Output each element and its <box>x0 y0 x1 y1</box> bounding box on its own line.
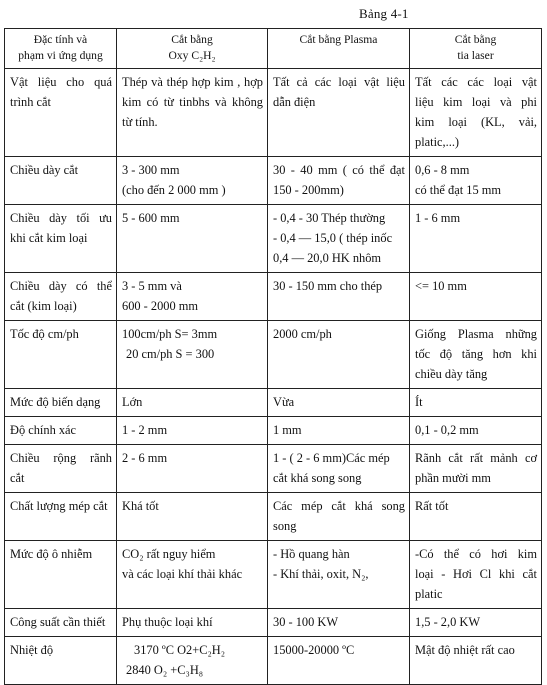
header-oxy-cutting <box>117 29 268 69</box>
cell-line: có thể đạt 15 mm <box>415 183 502 197</box>
cell-line: 30 - 100 KW <box>273 615 339 629</box>
plasma-cell <box>268 609 410 637</box>
cell-line: 3 - 300 mm <box>122 163 180 177</box>
cell-line: Chiều dày tối ưu <box>10 211 112 225</box>
cell-line: Thép và thép hợp kim , hợp <box>122 75 263 89</box>
oxy-cell <box>117 273 268 321</box>
cell-line: 5 - 600 mm <box>122 211 180 225</box>
oxy-cell <box>117 445 268 493</box>
cell-line: kim có từ tinbhs và không <box>122 95 263 109</box>
plasma-cell <box>268 205 410 273</box>
cell-line: <= 10 mm <box>415 279 467 293</box>
cell-line: 1 - ( 2 - 6 mm)Các mép <box>273 451 390 465</box>
cell-line: Vật liệu cho quá <box>10 75 112 89</box>
header-property <box>5 29 117 69</box>
table-caption: Bảng 4-1 <box>359 6 409 21</box>
plasma-cell <box>268 493 410 541</box>
header-plasma-cutting <box>268 29 410 69</box>
table-row <box>5 389 542 417</box>
property-cell <box>5 321 117 389</box>
table-row <box>5 637 542 685</box>
laser-cell <box>410 205 542 273</box>
table-row <box>5 321 542 389</box>
cell-line: liệu kim loại và phi <box>415 95 537 109</box>
table-row <box>5 273 542 321</box>
cell-line: phần mười mm <box>415 471 491 485</box>
cell-line: Rãnh cắt rất mảnh cơ <box>415 451 537 465</box>
cell-line: cắt <box>10 471 25 485</box>
oxy-cell <box>117 321 268 389</box>
header-line: phạm vi ứng dụng <box>18 49 103 62</box>
header-line: Cắt bằng Plasma <box>299 33 378 46</box>
property-cell <box>5 493 117 541</box>
oxy-cell <box>117 417 268 445</box>
property-cell <box>5 445 117 493</box>
cell-line: 1 mm <box>273 423 302 437</box>
cell-line: cắt khá song song <box>273 471 362 485</box>
plasma-cell <box>268 273 410 321</box>
cell-line: 2 - 6 mm <box>122 451 168 465</box>
property-cell <box>5 417 117 445</box>
header-line: Đặc tính và <box>33 33 88 46</box>
plasma-cell <box>268 417 410 445</box>
cell-line: Tốc độ cm/ph <box>10 327 79 341</box>
cell-line: dẫn điện <box>273 95 316 109</box>
oxy-cell <box>117 205 268 273</box>
cell-line: Tất cả các loại vật liệu <box>273 75 405 89</box>
laser-cell <box>410 541 542 609</box>
comparison-table <box>4 28 542 685</box>
property-cell <box>5 69 117 157</box>
property-cell <box>5 157 117 205</box>
cell-line: Mức độ ô nhiễm <box>10 547 93 561</box>
oxy-cell <box>117 541 268 609</box>
cell-line: và các loại khí thải khác <box>122 567 243 581</box>
table-row <box>5 493 542 541</box>
cell-line: 1 - 2 mm <box>122 423 168 437</box>
cell-line: 30 - 40 mm ( có thể đạt <box>273 163 405 177</box>
laser-cell <box>410 445 542 493</box>
cell-line: 3 - 5 mm và <box>122 279 182 293</box>
header-laser-cutting <box>410 29 542 69</box>
cell-line: 20 cm/ph S = 300 <box>126 347 215 361</box>
header-line: Oxy C₂H₂ <box>168 49 216 62</box>
cell-line: 2840 O₂ +C₃H₈ <box>126 663 204 677</box>
table-row <box>5 69 542 157</box>
property-cell <box>5 205 117 273</box>
cell-line: cắt (kim loại) <box>10 299 77 313</box>
cell-line: Chiều dày có thể <box>10 279 112 293</box>
cell-line: khi cắt kim loại <box>10 231 88 245</box>
laser-cell <box>410 493 542 541</box>
plasma-cell <box>268 445 410 493</box>
cell-line: 1,5 - 2,0 KW <box>415 615 481 629</box>
cell-line: Vừa <box>273 395 295 409</box>
cell-line: chiều dày tăng <box>415 367 488 381</box>
cell-line: platic <box>415 587 443 601</box>
table-row <box>5 541 542 609</box>
property-cell <box>5 273 117 321</box>
cell-line: Giống Plasma những <box>415 327 537 341</box>
header-row <box>5 29 542 69</box>
plasma-cell <box>268 321 410 389</box>
table-row <box>5 609 542 637</box>
cell-line: Chất lượng mép cắt <box>10 499 108 513</box>
cell-line: 15000-20000 ºC <box>273 643 355 657</box>
cell-line: 2000 cm/ph <box>273 327 332 341</box>
cell-line: CO₂ rất nguy hiểm <box>122 547 216 561</box>
cell-line: Rất tốt <box>415 499 449 513</box>
cell-line: Khá tốt <box>122 499 159 513</box>
cell-line: -Có thể có hơi kim <box>415 547 537 561</box>
cell-line: kim loại (KL, vải, <box>415 115 537 129</box>
table-row <box>5 445 542 493</box>
oxy-cell <box>117 637 268 685</box>
laser-cell <box>410 417 542 445</box>
table-row <box>5 157 542 205</box>
header-line: Cắt bằng <box>454 33 497 46</box>
plasma-cell <box>268 637 410 685</box>
header-line: Cắt bằng <box>171 33 213 46</box>
oxy-cell <box>117 389 268 417</box>
cell-line: 600 - 2000 mm <box>122 299 199 313</box>
plasma-cell <box>268 389 410 417</box>
cell-line: - 0,4 - 30 Thép thường <box>273 211 386 225</box>
property-cell <box>5 637 117 685</box>
cell-line: từ tính. <box>122 115 158 129</box>
cell-line: platic,...) <box>415 135 460 149</box>
oxy-cell <box>117 157 268 205</box>
laser-cell <box>410 321 542 389</box>
cell-line: 0,6 - 8 mm <box>415 163 470 177</box>
plasma-cell <box>268 157 410 205</box>
laser-cell <box>410 273 542 321</box>
cell-line: 100cm/ph S= 3mm <box>122 327 218 341</box>
cell-line: Phụ thuộc loại khí <box>122 615 213 629</box>
cell-line: Độ chính xác <box>10 423 77 437</box>
header-line: tia laser <box>457 49 494 62</box>
cell-line: Các mép cắt khá song <box>273 499 405 513</box>
cell-line: 0,1 - 0,2 mm <box>415 423 479 437</box>
cell-line: Nhiệt độ <box>10 643 54 657</box>
laser-cell <box>410 69 542 157</box>
cell-line: Ít <box>415 395 423 409</box>
cell-line: Mật độ nhiệt rất cao <box>415 643 515 657</box>
laser-cell <box>410 389 542 417</box>
laser-cell <box>410 157 542 205</box>
cell-line: Chiều rộng rãnh <box>10 451 112 465</box>
cell-line: - Hồ quang hàn <box>273 547 350 561</box>
oxy-cell <box>117 493 268 541</box>
cell-line: 3170 ºC O2+C₂H₂ <box>134 643 226 657</box>
property-cell <box>5 609 117 637</box>
laser-cell <box>410 637 542 685</box>
cell-line: tốc độ tăng hơn khi <box>415 347 537 361</box>
cell-line: - 0,4 — 15,0 ( thép inốc <box>273 231 393 245</box>
oxy-cell <box>117 69 268 157</box>
table-row <box>5 417 542 445</box>
cell-line: (cho đến 2 000 mm ) <box>122 183 226 197</box>
property-cell <box>5 389 117 417</box>
property-cell <box>5 541 117 609</box>
cell-line: Chiều dày cắt <box>10 163 79 177</box>
cell-line: Lớn <box>122 395 143 409</box>
cell-line: 30 - 150 mm cho thép <box>273 279 383 293</box>
cell-line: 0,4 — 20,0 HK nhôm <box>273 251 382 265</box>
table-row <box>5 205 542 273</box>
plasma-cell <box>268 69 410 157</box>
cell-line: 150 - 200mm) <box>273 183 344 197</box>
cell-line: trình cắt <box>10 95 51 109</box>
cell-line: 1 - 6 mm <box>415 211 461 225</box>
cell-line: Mức độ biến dạng <box>10 395 101 409</box>
cell-line: song <box>273 519 297 533</box>
oxy-cell <box>117 609 268 637</box>
cell-line: loại - Hơi Cl khi cắt <box>415 567 537 581</box>
cell-line: Công suất cần thiết <box>10 615 106 629</box>
laser-cell <box>410 609 542 637</box>
cell-line: - Khí thải, oxit, N₂, <box>273 567 369 581</box>
cell-line: Tất các các loại vật <box>415 75 537 89</box>
plasma-cell <box>268 541 410 609</box>
